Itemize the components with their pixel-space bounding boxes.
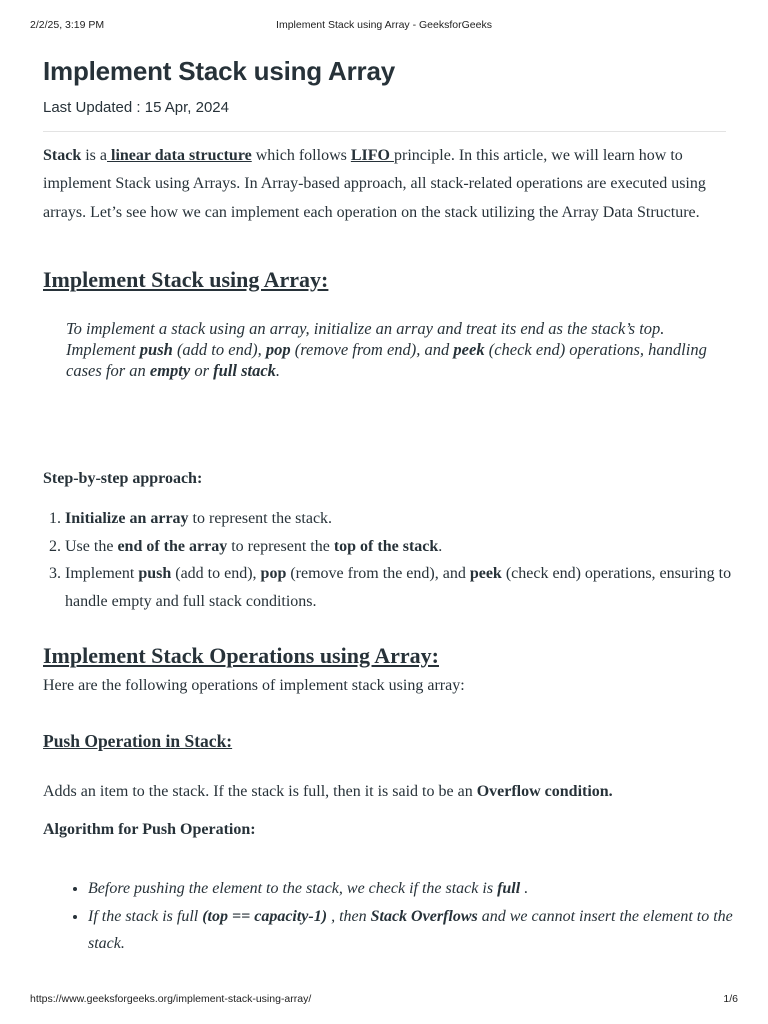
intro-text: which follows xyxy=(251,147,351,164)
note-text: or xyxy=(190,361,214,380)
step-text: (add to end), xyxy=(171,565,261,582)
section-heading-implement: Implement Stack using Array: xyxy=(43,267,329,292)
step-bold: peek xyxy=(469,565,502,582)
summary-note xyxy=(66,318,726,381)
intro-text: principle. In this article, we will learn how to implement Stack using Arrays. In Array-based approach, all stack-related operations are executed using arrays. Let’s see how we can implement each operation on the stack utilizing the Array Data Structure. xyxy=(43,147,706,221)
note-text: (add to end), xyxy=(172,340,266,359)
step-text: . xyxy=(438,537,443,555)
note-pop: pop xyxy=(265,340,291,359)
intro-text: is a xyxy=(81,147,108,164)
algo-bold: Stack Overflows xyxy=(370,907,478,925)
last-updated: Last Updated : 15 Apr, 2024 xyxy=(43,99,229,116)
step-text: Use the xyxy=(65,537,118,555)
note-empty: empty xyxy=(149,361,191,380)
list-item xyxy=(88,875,768,903)
section-heading-operations: Implement Stack Operations using Array: xyxy=(43,643,439,668)
push-desc-text: Adds an item to the stack. If the stack is full, then it is said to be an xyxy=(43,783,477,800)
step-bold: top of the stack xyxy=(333,537,439,555)
step-bold: pop xyxy=(260,565,287,582)
print-datetime: 2/2/25, 3:19 PM xyxy=(30,19,105,31)
intro-stack-term: Stack xyxy=(43,147,82,164)
step-text: Implement xyxy=(65,565,139,582)
intro-paragraph xyxy=(43,142,726,227)
page-number: 1/6 xyxy=(723,993,738,1005)
note-text: To implement a stack using an array, initialize an array and treat its end as the stack’s top. Implement xyxy=(66,319,665,359)
algo-bold: full xyxy=(497,880,521,897)
algo-text: and we cannot insert the element to the stack. xyxy=(88,907,733,952)
print-doc-title: Implement Stack using Array - GeeksforGeeks xyxy=(276,19,492,31)
algorithm-heading: Algorithm for Push Operation: xyxy=(43,821,256,838)
step-text: to represent the xyxy=(227,537,334,555)
push-description xyxy=(43,783,613,801)
page-title: Implement Stack using Array xyxy=(43,56,395,86)
steps-heading: Step-by-step approach: xyxy=(43,470,203,487)
algo-text: If the stack is full xyxy=(88,907,203,925)
operations-intro: Here are the following operations of implement stack using array: xyxy=(43,677,465,694)
step-text: (check end) operations, ensuring to handle empty and full stack conditions. xyxy=(65,565,732,610)
steps-list xyxy=(43,505,748,615)
step-bold: Initialize an array xyxy=(65,510,189,527)
list-item xyxy=(65,560,748,615)
print-header xyxy=(30,19,738,33)
note-text: . xyxy=(275,361,281,380)
note-push: push xyxy=(139,340,173,359)
step-text: (remove from the end), and xyxy=(286,565,470,582)
list-item xyxy=(65,505,748,533)
algo-bold: (top == capacity-1) xyxy=(202,907,328,925)
step-bold: end of the array xyxy=(117,537,228,555)
divider xyxy=(43,131,726,132)
note-peek: peek xyxy=(453,340,485,359)
algo-text: Before pushing the element to the stack, we check if the stack is xyxy=(88,880,498,897)
overflow-condition: Overflow condition. xyxy=(476,783,613,800)
note-text: (check end) operations, handling cases for an xyxy=(66,340,707,380)
list-item xyxy=(65,533,748,561)
step-bold: push xyxy=(138,565,172,582)
algorithm-list xyxy=(43,875,768,958)
list-item xyxy=(88,903,768,958)
note-text: (remove from end), and xyxy=(290,340,454,359)
algo-text: , then xyxy=(327,907,371,925)
note-full-stack: full stack xyxy=(213,361,276,380)
print-url: https://www.geeksforgeeks.org/implement-stack-using-array/ xyxy=(30,993,312,1005)
lifo-link[interactable]: LIFO xyxy=(350,147,394,164)
step-text: to represent the stack. xyxy=(188,510,333,527)
push-operation-heading: Push Operation in Stack: xyxy=(43,731,233,751)
algo-text: . xyxy=(520,880,529,897)
linear-data-structure-link[interactable]: linear data structure xyxy=(107,147,252,164)
print-footer xyxy=(30,993,738,1007)
